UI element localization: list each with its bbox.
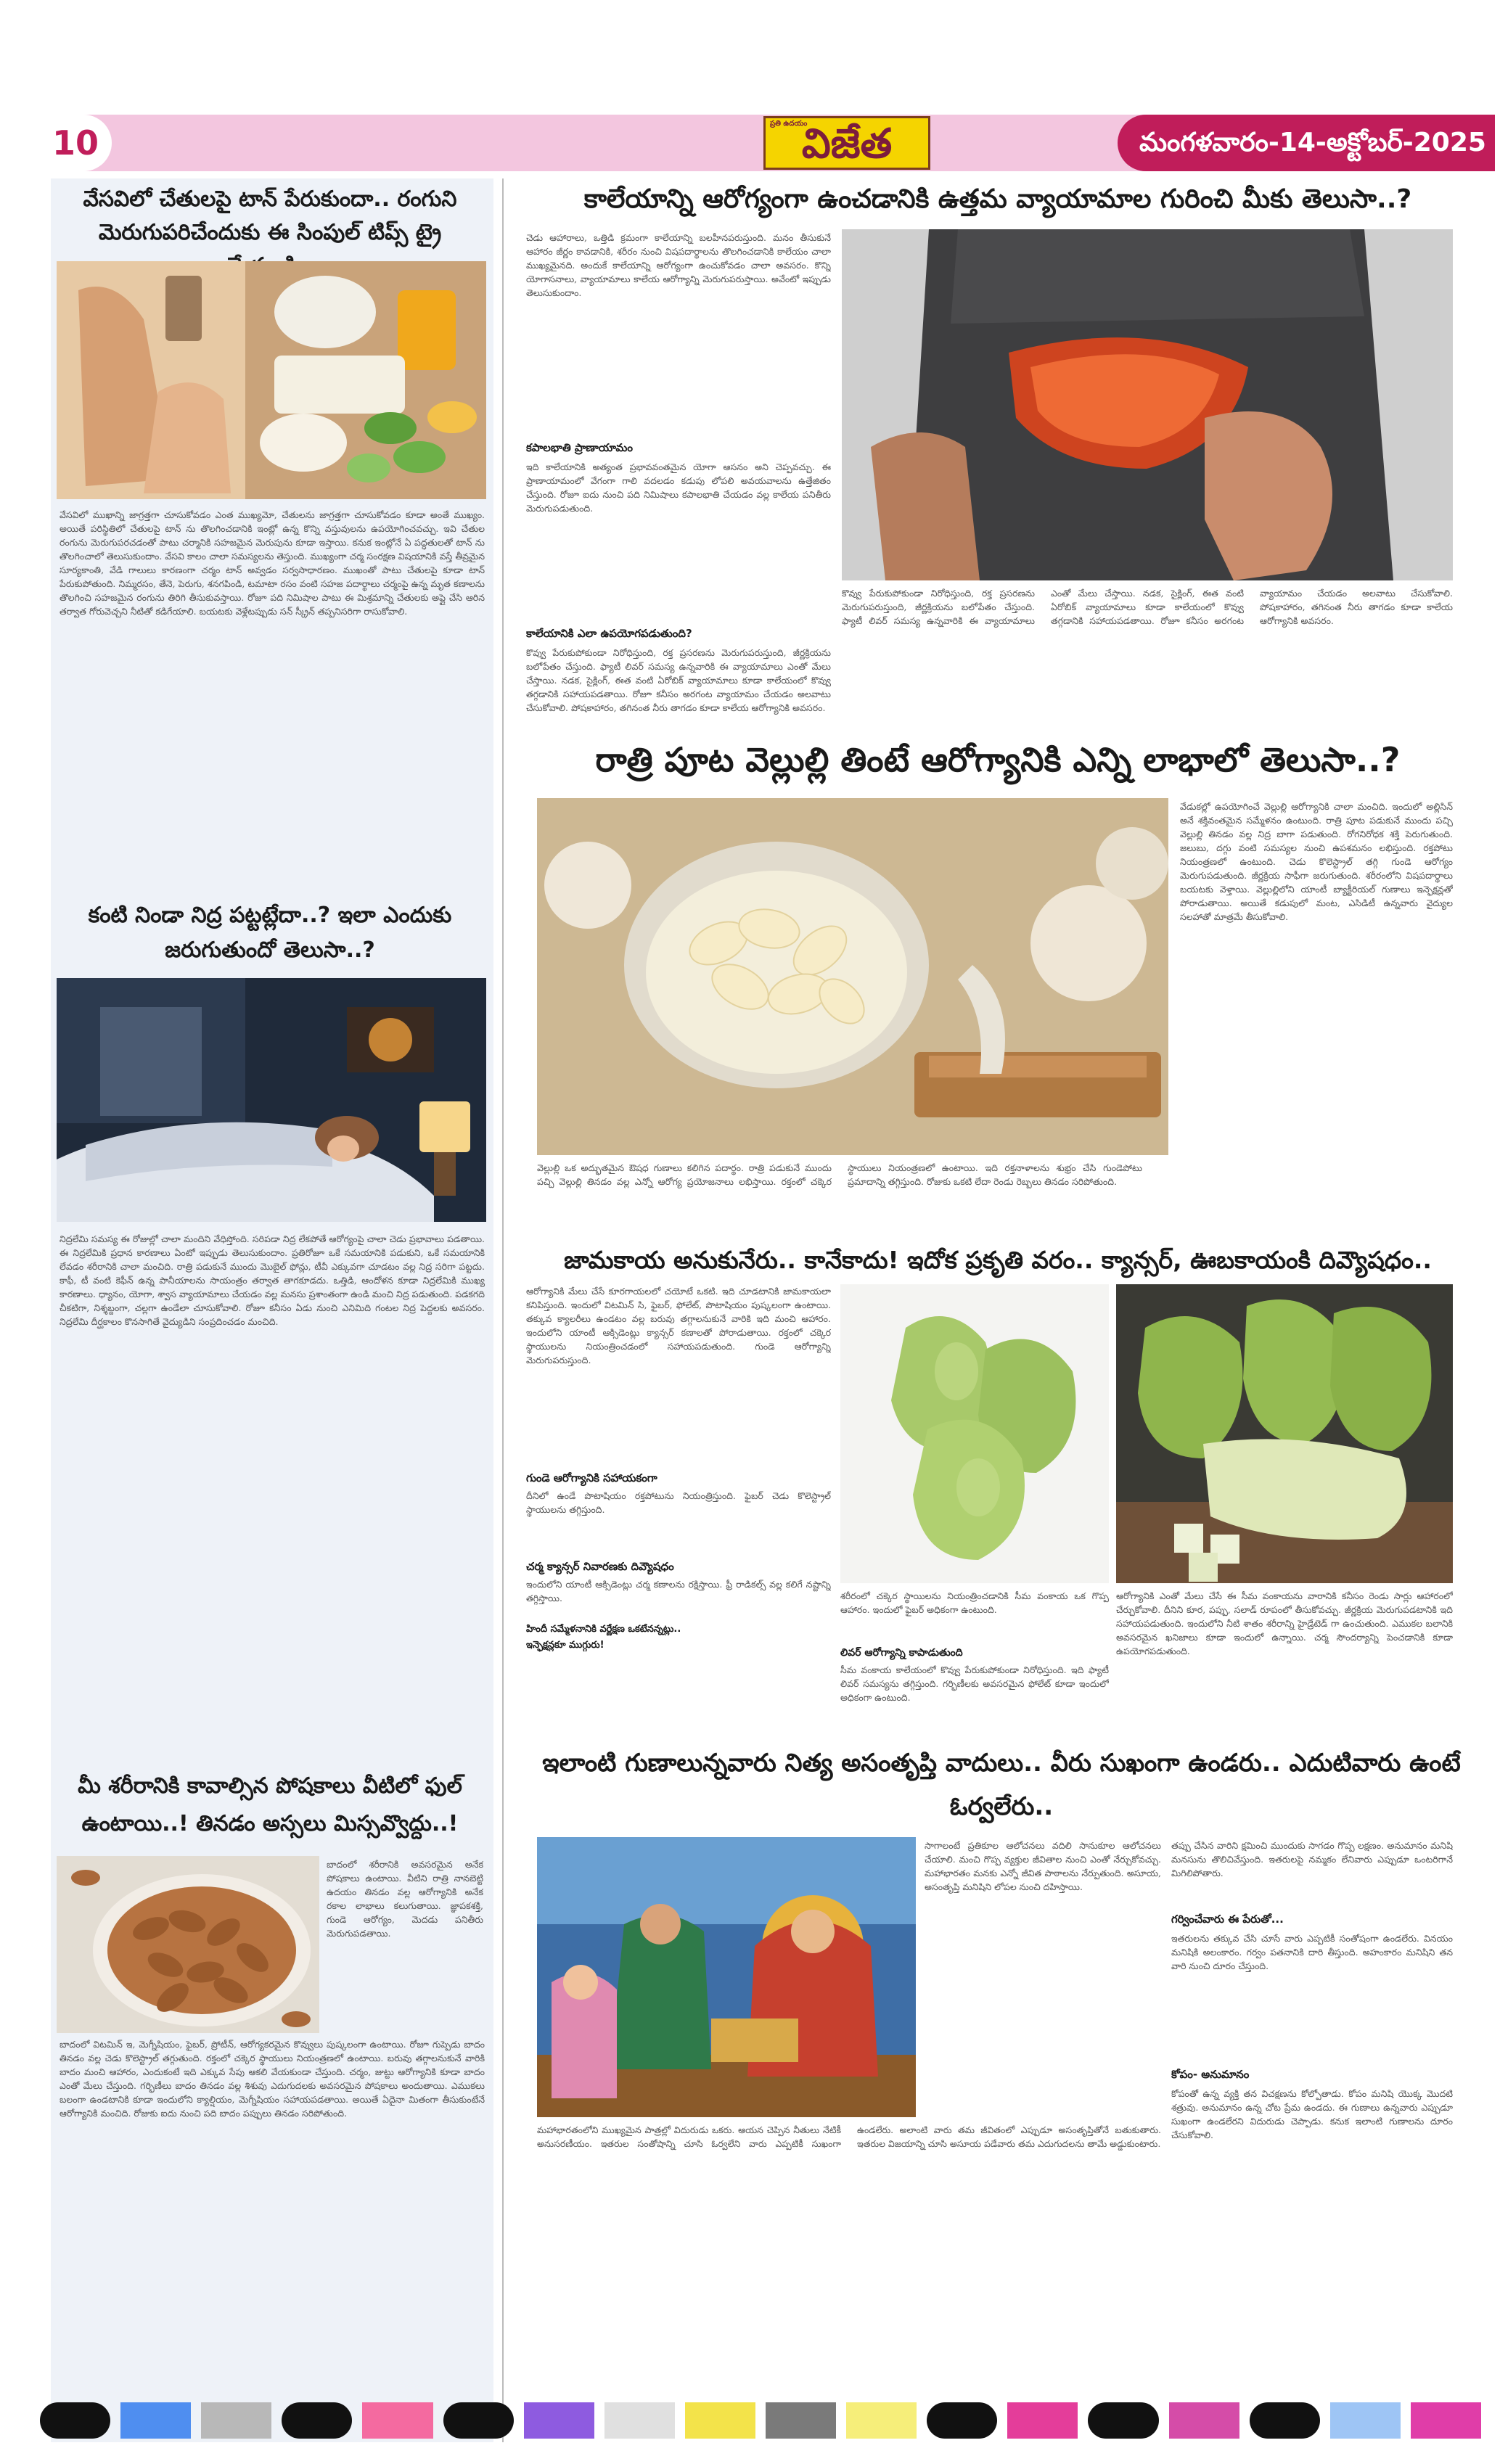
masthead-title: విజేత — [801, 120, 893, 168]
article-story-title: ఇలాంటి గుణాలున్నవారు నిత్య అసంతృప్తి వాదులు.. వీరు సుఖంగా ఉండరు.. ఎదుటివారు ఉంటే ఓర్వలేరు.. — [542, 1749, 1461, 1821]
article-tan-image — [57, 261, 486, 499]
footer-swatch — [282, 2402, 352, 2439]
article-chayote-image-2 — [1116, 1284, 1453, 1583]
article-sleep-image — [57, 978, 486, 1222]
footer-swatch — [40, 2402, 110, 2439]
article-story-body-right: తప్పు చేసిన వారిని క్షమించి ముందుకు సాగడం గొప్ప లక్షణం. అనుమానం మనిషి మనసును తొలిచివేస్తుంది. ఇతరులపై నమ్మకం లేనివారు ఎప్పుడూ ఒంటరిగానే మిగిలిపోతారు. — [1171, 1840, 1453, 1878]
article-chayote-body-6: ఆరోగ్యానికి ఎంతో మేలు చేసే ఈ సీమ వంకాయను వారానికి కనీసం రెండు సార్లు ఆహారంలో చేర్చుకోవాలి. దీనిని కూర, పప్పు, సలాడ్ రూపంలో తీసుకోవచ్చు. జీర్ణక్రియ మెరుగుపడటానికి ఇది సహాయపడుతుంది. ఇందులోని నీటి శాతం శరీరాన్ని హైడ్రేటెడ్ గా ఉంచుతుంది. ఎముకల బలానికి అవసరమైన ఖనిజాలు కూడా ఇందులో ఉన్నాయి. చర్మ సౌందర్యాన్ని పెంచడానికి కూడా ఉపయోగపడుతుంది. — [1116, 1590, 1453, 1656]
article-chayote-sub-4: ఇన్ఫెక్షన్లకూ ముగ్గురు! — [526, 1640, 604, 1651]
article-story-sub-1: గర్వించేవారు ఈ పేరుతో... — [1171, 1913, 1284, 1926]
footer-swatch — [1169, 2402, 1239, 2439]
article-tan-title: వేసవిలో చేతులపై టాన్ పేరుకుందా.. రంగుని మెరుగుపరిచేందుకు ఈ సింపుల్ టిప్స్ ట్రై — [83, 186, 457, 245]
article-story-sub-2: కోపం- అనుమానం — [1171, 2068, 1250, 2081]
footer-swatch — [524, 2402, 594, 2439]
article-chayote-sub-3: హిందీ సమ్మేళనానికి వర్ణేక్షణ ఒకటేనన్నట్లు.. — [526, 1624, 681, 1635]
article-liver-sub-1: కపాలభాతి ప్రాణాయామం — [526, 441, 634, 454]
article-liver-body-3: కొవ్వు పేరుకుపోకుండా నిరోధిస్తుంది, రక్త ప్రసరణను మెరుగుపరుస్తుంది, జీర్ణక్రియను బలోపేతం చేస్తుంది. ఫ్యాటీ లివర్ సమస్య ఉన్నవారికి ఈ వ్యాయామాలు ఎంతో మేలు చేస్తాయి. నడక, సైక్లింగ్, ఈత వంటి ఏరోబిక్ వ్యాయామాలు కూడా కాలేయంలో కొవ్వు తగ్గడానికి సహాయపడతాయి. రోజూ కనీసం అరగంట వ్యాయామం చేయడం అలవాటు చేసుకోవాలి. పోషకాహారం, తగినంత నీరు తాగడం కూడా కాలేయ ఆరోగ్యానికి అవసరం. — [526, 647, 831, 713]
article-chayote-body-2: దీనిలో ఉండే పొటాషియం రక్తపోటును నియంత్రిస్తుంది. ఫైబర్ చెడు కొలెస్ట్రాల్ స్థాయులను తగ్గిస్తుంది. — [526, 1490, 831, 1515]
article-liver-image — [842, 229, 1453, 580]
page-number: 10 — [45, 115, 112, 171]
footer-swatch — [120, 2402, 191, 2439]
footer-swatch — [846, 2402, 917, 2439]
article-almond-body-side: బాదంలో శరీరానికి అవసరమైన అనేక పోషకాలు ఉంటాయి. వీటిని రాత్రి నానబెట్టి ఉదయం తినడం వల్ల ఆరోగ్యానికి అనేక రకాల లాభాలు కలుగుతాయి. జ్ఞాపకశక్తి, గుండె ఆరోగ్యం, మెదడు పనితీరు మెరుగుపడతాయి. — [327, 1859, 483, 1939]
footer-swatch — [1007, 2402, 1078, 2439]
article-chayote-body-5: సీమ వంకాయ కాలేయంలో కొవ్వు పేరుకుపోకుండా నిరోధిస్తుంది. ఇది ఫ్యాటీ లివర్ సమస్యను తగ్గిస్తుంది. గర్భిణీలకు అవసరమైన ఫోలేట్ కూడా ఇందులో అధికంగా ఉంటుంది. — [840, 1664, 1109, 1703]
article-chayote-body-1: ఆరోగ్యానికి మేలు చేసే కూరగాయలలో చయోటే ఒకటి. ఇది చూడటానికి జామకాయలా కనిపిస్తుంది. ఇందులో విటమిన్ సి, ఫైబర్, ఫోలేట్, పొటాషియం పుష్కలంగా ఉంటాయి. తక్కువ క్యాలరీలు ఉండటం వల్ల బరువు తగ్గాలనుకునే వారికి ఇది మంచి ఆహారం. ఇందులోని యాంటీ ఆక్సిడెంట్లు క్యాన్సర్ కణాలతో పోరాడుతాయి. రక్తంలో చక్కెర స్థాయులను నియంత్రించడంలో సహాయపడుతుంది. గుండె ఆరోగ్యాన్ని మెరుగుపరుస్తుంది. — [526, 1286, 831, 1366]
article-story-body-bottom: మహాభారతంలోని ముఖ్యమైన పాత్రల్లో విదురుడు ఒకరు. ఆయన చెప్పిన నీతులు నేటికీ అనుసరణీయం. ఇతరుల సంతోషాన్ని చూసి ఓర్వలేని వారు ఎప్పటికీ సుఖంగా ఉండలేరు. అలాంటి వారు తమ జీవితంలో ఎప్పుడూ అసంతృప్తితోనే బతుకుతారు. ఇతరుల విజయాన్ని చూసి అసూయ పడేవారు తమ ఎదుగుదలను తామే అడ్డుకుంటారు. — [537, 2124, 1161, 2149]
article-chayote-sub-1: గుండె ఆరోగ్యానికి సహాయకంగా — [526, 1471, 657, 1484]
footer-swatch — [201, 2402, 271, 2439]
article-liver-body-1: చెడు ఆహారాలు, ఒత్తిడి క్రమంగా కాలేయాన్ని బలహీనపరుస్తుంది. మనం తీసుకునే ఆహారం జీర్ణం కావడానికి, శరీరం నుంచి విషపదార్థాలను తొలగించడానికి కాలేయం చాలా ముఖ్యమైనది. అందుకే కాలేయాన్ని ఆరోగ్యంగా ఉంచుకోవడం చాలా అవసరం. కొన్ని యోగాసనాలు, వ్యాయామాలు కాలేయ ఆరోగ్యాన్ని మెరుగుపరుస్తాయి. అవేంటో ఇప్పుడు తెలుసుకుందాం. — [526, 232, 831, 298]
article-liver-body-4: కొవ్వు పేరుకుపోకుండా నిరోధిస్తుంది, రక్త ప్రసరణను మెరుగుపరుస్తుంది, జీర్ణక్రియను బలోపేతం చేస్తుంది. ఫ్యాటీ లివర్ సమస్య ఉన్నవారికి ఈ వ్యాయామాలు ఎంతో మేలు చేస్తాయి. నడక, సైక్లింగ్, ఈత వంటి ఏరోబిక్ వ్యాయామాలు కూడా కాలేయంలో కొవ్వు తగ్గడానికి సహాయపడతాయి. రోజూ కనీసం అరగంట వ్యాయామం చేయడం అలవాటు చేసుకోవాలి. పోషకాహారం, తగినంత నీరు తాగడం కూడా కాలేయ ఆరోగ్యానికి అవసరం. — [842, 588, 1453, 626]
article-garlic-image — [537, 798, 1168, 1155]
article-chayote-body-3: ఇందులోని యాంటీ ఆక్సిడెంట్లు చర్మ కణాలను రక్షిస్తాయి. ఫ్రీ రాడికల్స్ వల్ల కలిగే నష్టాన్ని తగ్గిస్తాయి. — [526, 1579, 831, 1603]
article-chayote-sub-5: లివర్ ఆరోగ్యాన్ని కాపాడుతుంది — [840, 1647, 963, 1659]
article-garlic-body-side: వేడుకల్లో ఉపయోగించే వెల్లుల్లి ఆరోగ్యానికి చాలా మంచిది. ఇందులో అల్లిసిన్ అనే శక్తివంతమైన సమ్మేళనం ఉంటుంది. రాత్రి పూట పడుకునే ముందు పచ్చి వెల్లుల్లి తినడం వల్ల నిద్ర బాగా పడుతుంది. రోగనిరోధక శక్తి పెరుగుతుంది. జలుబు, దగ్గు వంటి సమస్యల నుంచి ఉపశమనం లభిస్తుంది. రక్తపోటు నియంత్రణలో ఉంటుంది. చెడు కొలెస్ట్రాల్ తగ్గి గుండె ఆరోగ్యం మెరుగుపడుతుంది. జీర్ణక్రియ సాఫీగా జరుగుతుంది. శరీరంలోని విషపదార్థాలు బయటకు వెళ్తాయి. వెల్లుల్లిలోని యాంటీ బ్యాక్టీరియల్ గుణాలు ఇన్ఫెక్షన్లతో పోరాడుతాయి. అయితే కడుపులో మంట, ఎసిడిటీ ఉన్నవారు వైద్యుల సలహాతో మాత్రమే తీసుకోవాలి. — [1180, 801, 1453, 922]
article-almond-body: బాదంలో విటమిన్ ఇ, మెగ్నీషియం, ఫైబర్, ప్రోటీన్, ఆరోగ్యకరమైన కొవ్వులు పుష్కలంగా ఉంటాయి. రోజూ గుప్పెడు బాదం తినడం వల్ల చెడు కొలెస్ట్రాల్ తగ్గుతుంది. రక్తంలో చక్కెర స్థాయులు నియంత్రణలో ఉంటాయి. బరువు తగ్గాలనుకునే వారికి బాదం మంచి ఆహారం, ఎందుకంటే ఇది ఎక్కువ సేపు ఆకలి వేయకుండా చేస్తుంది. చర్మం, జుట్టు ఆరోగ్యానికి కూడా బాదం ఎంతో మేలు చేస్తుంది. గర్భిణీలు బాదం తినడం వల్ల శిశువు ఎదుగుదలకు అవసరమైన పోషకాలు అందుతాయి. ఎముకలు బలంగా ఉండటానికి కూడా ఇందులోని క్యాల్షియం, మెగ్నీషియం సహాయపడతాయి. అయితే ఏదైనా మితంగా తీసుకుంటేనే ఆరోగ్యానికి మంచిది. రోజుకు ఐదు నుంచి పది బాదం పప్పులు తినడం సరిపోతుంది. — [60, 2039, 485, 2119]
article-story-image — [537, 1837, 916, 2117]
article-garlic-title: రాత్రి పూట వెల్లుల్లి తింటే ఆరోగ్యానికి ఎన్ని లాభాలో తెలుసా..? — [595, 740, 1401, 779]
article-almond-image — [57, 1856, 319, 2033]
footer-swatch — [685, 2402, 755, 2439]
article-story-body-3: కోపంతో ఉన్న వ్యక్తి తన విచక్షణను కోల్పోతాడు. కోపం మనిషి యొక్క మొదటి శత్రువు. అనుమానం ఉన్న చోట ప్రేమ ఉండదు. ఈ గుణాలు ఉన్నవారు ఎప్పుడూ సుఖంగా ఉండలేరని విదురుడు చెప్పాడు. కనుక ఇలాంటి గుణాలను దూరం చేసుకోవాలి. — [1171, 2088, 1453, 2140]
dateline: మంగళవారం-14-అక్టోబర్-2025 — [1118, 115, 1495, 171]
footer-color-bar — [0, 2402, 1500, 2439]
footer-swatch — [1411, 2402, 1481, 2439]
article-liver-title: కాలేయాన్ని ఆరోగ్యంగా ఉంచడానికి ఉత్తమ వ్యాయామాల గురించి మీకు తెలుసా..? — [583, 184, 1412, 214]
article-liver-sub-2: కాలేయానికి ఎలా ఉపయోగపడుతుంది? — [526, 627, 692, 640]
footer-swatch — [362, 2402, 433, 2439]
article-garlic-body-bottom: వెల్లుల్లి ఒక అద్భుతమైన ఔషధ గుణాలు కలిగిన పదార్థం. రాత్రి పడుకునే ముందు పచ్చి వెల్లుల్లి తినడం వల్ల ఎన్నో ఆరోగ్య ప్రయోజనాలు లభిస్తాయి. రక్తంలో చక్కెర స్థాయులు నియంత్రణలో ఉంటాయి. ఇది రక్తనాళాలను శుభ్రం చేసి గుండెపోటు ప్రమాదాన్ని తగ్గిస్తుంది. రోజుకు ఒకటి లేదా రెండు రెబ్బలు తినడం సరిపోతుంది. — [537, 1162, 1142, 1187]
article-chayote-body-4: శరీరంలో చక్కెర స్థాయిలను నియంత్రించడానికి సీమ వంకాయ ఒక గొప్ప ఆహారం. ఇందులో ఫైబర్ అధికంగా ఉంటుంది. — [840, 1590, 1109, 1615]
footer-swatch — [1330, 2402, 1401, 2439]
footer-swatch — [443, 2402, 514, 2439]
footer-swatch — [604, 2402, 675, 2439]
article-liver-body-2: ఇది కాలేయానికి అత్యంత ప్రభావవంతమైన యోగా ఆసనం అని చెప్పవచ్చు. ఈ ప్రాణాయామంలో వేగంగా గాలి వదలడం కడుపు లోపలి అవయవాలను ఉత్తేజితం చేస్తుంది. రోజూ ఐదు నుంచి పది నిమిషాలు కపాలభాతి చేయడం వల్ల కాలేయ పనితీరు మెరుగుపడుతుంది. — [526, 461, 831, 514]
article-tan-body: వేసవిలో ముఖాన్ని జాగ్రత్తగా చూసుకోవడం ఎంత ముఖ్యమో, చేతులను జాగ్రత్తగా చూసుకోవడం కూడా అంతే ముఖ్యం. అయితే పరిస్థితిలో చేతులపై టాన్ ను తొలగించడానికి ఇంట్లో ఉన్న కొన్ని వస్తువులను ఉపయోగించవచ్చు. ఇవి చేతుల రంగును మెరుగుపరచడంతో పాటు చర్మానికి సహజమైన మెరుపును కూడా ఇస్తాయి. కనుక ఇంట్లోనే ఏ పద్ధతులతో టాన్ ను తొలగించాలో తెలుసుకుందాం. వేసవి కాలం చాలా సమస్యలను తెస్తుంది. ముఖ్యంగా చర్మ సంరక్షణ విషయానికి వస్తే తీవ్రమైన సూర్యకాంతి, వేడి గాలులు కారణంగా చర్మం టాన్ అవ్వడం సర్వసాధారణం. ముఖంతో పాటు చేతులపై కూడా టాన్ పేరుకుపోతుంది. నిమ్మరసం, తేనె, పెరుగు, శనగపిండి, టమాటా రసం వంటి సహజ పదార్థాలు చర్మంపై ఉన్న మృత కణాలను తొలగించి సహజమైన రంగును తిరిగి తీసుకువస్తాయి. రోజూ పది నిమిషాల పాటు ఈ మిశ్రమాన్ని చేతులకు అప్లై చేసి ఆరిన తర్వాత గోరువెచ్చని నీటితో కడిగేయాలి. బయటకు వెళ్లేటప్పుడు సన్ స్క్రీన్ తప్పనిసరిగా రాసుకోవాలి. — [60, 509, 485, 617]
footer-swatch — [1088, 2402, 1158, 2439]
article-chayote-title: జామకాయ అనుకునేరు.. కానేకాదు! ఇదోక ప్రకృతి వరం.. క్యాన్సర్, ఊబకాయంకి దివ్యౌషధం.. — [564, 1246, 1432, 1274]
column-divider — [502, 178, 504, 2442]
article-story-body-2: ఇతరులను తక్కువ చేసి చూసే వారు ఎప్పటికీ సంతోషంగా ఉండలేరు. వినయం మనిషికి అలంకారం. గర్వం పతనానికి దారి తీస్తుంది. అహంకారం మనిషిని తన వారి నుంచి దూరం చేస్తుంది. — [1171, 1933, 1453, 1971]
article-story-body-side: సాగాలంటే ప్రతికూల ఆలోచనలు వదిలి సానుకూల ఆలోచనలు చేయాలి. మంచి గొప్ప వ్యక్తుల జీవితాల నుంచి ఎంతో నేర్చుకోవచ్చు. మహాభారతం మనకు ఎన్నో జీవిత పాఠాలను నేర్పుతుంది. అసూయ, అసంతృప్తి మనిషిని లోపల నుంచి దహిస్తాయి. — [925, 1840, 1161, 1892]
article-sleep-body: నిద్రలేమి సమస్య ఈ రోజుల్లో చాలా మందిని వేధిస్తోంది. సరిపడా నిద్ర లేకపోతే ఆరోగ్యంపై చాలా చెడు ప్రభావాలు పడతాయి. ఈ నిద్రలేమికి ప్రధాన కారణాలు ఏంటో ఇప్పుడు తెలుసుకుందాం. ప్రతిరోజూ ఒకే సమయానికి పడుకుని, ఒకే సమయానికి లేవడం శరీరానికి చాలా మంచిది. రాత్రి పడుకునే ముందు మొబైల్ ఫోన్లు, టీవీ ఎక్కువగా చూడటం వల్ల నిద్ర సరిగా పట్టదు. కాఫీ, టీ వంటి కెఫీన్ ఉన్న పానీయాలను సాయంత్రం తర్వాత తాగకూడదు. ఒత్తిడి, ఆందోళన కూడా నిద్రలేమికి ముఖ్య కారణాలు. ధ్యానం, యోగా, శ్వాస వ్యాయామాలు చేయడం వల్ల మనసు ప్రశాంతంగా ఉండి మంచి నిద్ర పడుతుంది. పడకగది చీకటిగా, నిశ్శబ్దంగా, చల్లగా ఉండేలా చూసుకోవాలి. రోజూ కనీసం ఏడు నుంచి ఎనిమిది గంటల నిద్ర పెద్దలకు అవసరం. నిద్రలేమి దీర్ఘకాలం కొనసాగితే వైద్యుడిని సంప్రదించడం మంచిది. — [60, 1233, 485, 1327]
footer-swatch — [927, 2402, 997, 2439]
footer-swatch — [1250, 2402, 1320, 2439]
footer-swatch — [766, 2402, 836, 2439]
article-chayote-image-1 — [840, 1284, 1109, 1583]
masthead-tagline: ప్రతి ఉదయం — [770, 120, 808, 128]
article-almond-title: మీ శరీరానికి కావాల్సిన పోషకాలు వీటిలో ఫుల్ ఉంటాయి..! తినడం అస్సలు మిస్సవ్వొద్దు..! — [78, 1773, 462, 1836]
article-chayote-sub-2: చర్మ క్యాన్సర్ నివారణకు దివ్యౌషధం — [526, 1560, 674, 1573]
masthead-logo — [763, 116, 930, 170]
article-sleep-title: కంటి నిండా నిద్ర పట్టట్లేదా..? ఇలా ఎందుకు జరుగుతుందో తెలుసా..? — [88, 903, 452, 963]
